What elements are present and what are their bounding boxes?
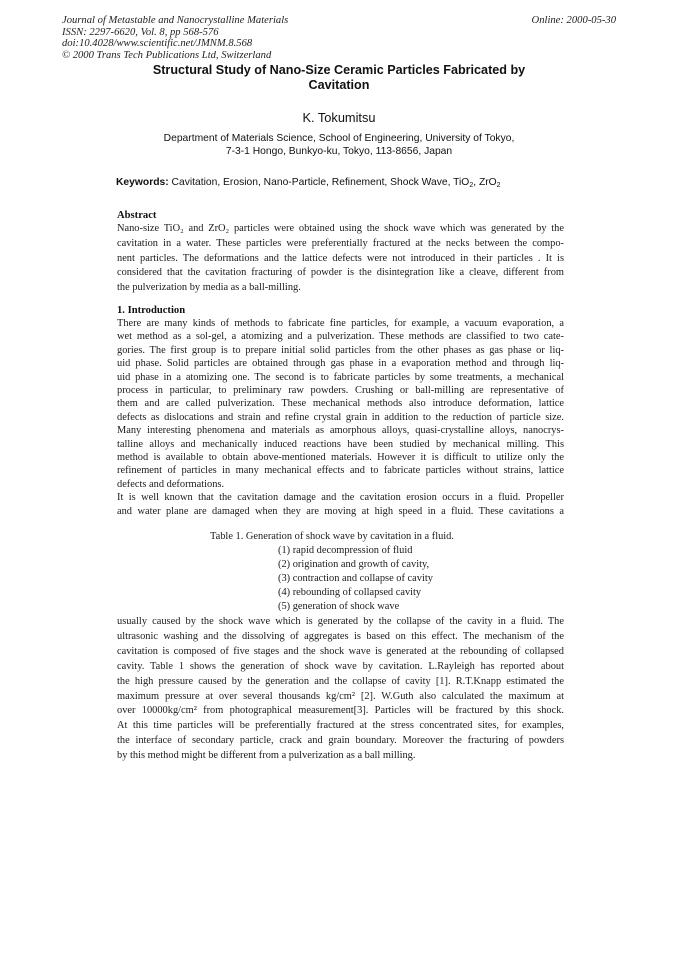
online-date: Online: 2000-05-30 (531, 15, 616, 26)
text-line: Many interesting phenomena and materials as amorphous alloys, quasi-crystalline alloys, nanocrys- (117, 425, 564, 437)
keywords-label: Keywords: (116, 177, 169, 188)
text-line: over 10000kg/cm² from photographical measurement[3]. Particles will be fractured by this shock. (117, 705, 564, 717)
text-line: At this time particles will be preferentially fractured at the stress concentrated sites, for examples, (117, 720, 564, 732)
text-line: the high pressure caused by the generation and the collapse of cavity [1]. R.T.Knapp estimated the (117, 675, 564, 687)
text-line: the pulverization by media as a ball-milling. (117, 282, 301, 294)
text-line: process in particular, to preliminary raw powders. Crushing or ball-milling are representative of (117, 385, 564, 396)
text-line: them and are called pulverization. These mechanical methods also introduce deformation, lattice (117, 398, 564, 410)
keywords-text: Cavitation, Erosion, Nano-Particle, Refinement, Shock Wave, TiO (171, 177, 470, 188)
text-line: cavitation in a water. These particles were preferentially fractured at the necks between the compo- (117, 237, 564, 249)
text-line: Nano-size TiO₂ and ZrO₂ particles were obtained using the shock wave which was generated by the (117, 223, 564, 234)
text-line: uid phase. Solid particles are obtained through gas phase in a evaporation method and through liq- (117, 358, 564, 370)
keywords (116, 177, 501, 188)
issn-line: ISSN: 2297-6620, Vol. 8, pp 568-576 (62, 26, 219, 38)
text-line: ultrasonic washing and the dissolving of aggregates is based on this effect. The mechanism of the (117, 630, 564, 642)
text-line: nent particles. The deformations and the lattice defects were not introduced in their particles . It is (117, 252, 564, 264)
text-line: method is available to obtain above-mentioned materials. However it is difficult to utilize only the (117, 452, 564, 463)
text-line: refinement of particles in many mechanical effects and to fabricate particles without strains, lattice (117, 465, 564, 477)
text-line: It is well known that the cavitation damage and the cavitation erosion occurs in a fluid. Propeller (117, 492, 564, 504)
table-1-caption: Table 1. Generation of shock wave by cavitation in a fluid. (210, 531, 454, 542)
copyright-line: © 2000 Trans Tech Publications Ltd, Switzerland (62, 49, 272, 61)
table-1-item: (2) origination and growth of cavity, (278, 559, 430, 570)
text-line: uid phase in a atomizing one. The second is to fabricate particles by some treatments, a mechanical (117, 371, 564, 383)
text-line: defects and deformations. (117, 478, 225, 490)
abstract-heading: Abstract (117, 210, 157, 221)
text-line: and water plane are damaged when they are moving at high speed in a fluid. These cavitations a (117, 505, 564, 517)
title-line-2: Cavitation (308, 77, 370, 92)
text-line: talline alloys and mechanically induced reactions have been studied by mechanical milling. This (117, 438, 564, 450)
text-line: maximum pressure at over several thousands kg/cm² [2]. W.Guth also calculated the maximum at (117, 690, 564, 702)
text-line: There are many kinds of methods to fabricate fine particles, for example, a vacuum evaporation, a (117, 318, 564, 329)
author-name: K. Tokumitsu (302, 110, 376, 125)
text-line: the interface of secondary particle, crack and grain boundary. Moreover the fracturing of powders (117, 735, 564, 747)
text-line: defects as dislocations and strain and refine crystal grain in addition to the reduction of particle size. (117, 411, 564, 423)
keywords-subscript-2: 2 (496, 182, 501, 189)
keywords-subscript-1: 2 (469, 182, 474, 189)
affiliation-line-2: 7-3-1 Hongo, Bunkyo-ku, Tokyo, 113-8656, Japan (225, 146, 453, 157)
paper-title (100, 63, 578, 92)
text-line: considered that the cavitation fracturing of powder is the disintegration like a cleave, different from (117, 267, 564, 279)
journal-metadata (62, 15, 288, 61)
title-line-1: Structural Study of Nano-Size Ceramic Particles Fabricated by (152, 63, 526, 77)
table-1-item: (5) generation of shock wave (278, 601, 400, 612)
table-1-item: (4) rebounding of collapsed cavity (278, 587, 422, 598)
text-line: cavitation is composed of five stages and the shock wave is generated at the rebounding of collapsed (117, 645, 564, 657)
affiliation-line-1: Department of Materials Science, School of Engineering, University of Tokyo, (163, 133, 515, 144)
text-line: cavity. Table 1 shows the generation of shock wave by cavitation. L.Rayleigh has reported about (117, 660, 564, 672)
table-1-item: (3) contraction and collapse of cavity (278, 573, 433, 584)
text-line: by this method might be different from a pulverization as a ball milling. (117, 750, 416, 762)
keywords-text-mid: , ZrO (473, 177, 497, 188)
introduction-heading: 1. Introduction (117, 305, 186, 316)
text-line: usually caused by the shock wave which is generated by the collapse of the cavity in a fluid. The (117, 616, 564, 627)
affiliation (100, 132, 578, 158)
text-line: wet method as a sol-gel, a atomizing and a pulverization. These methods are classified to two cate- (117, 331, 564, 343)
table-1-list (278, 544, 433, 614)
table-1-item: (1) rapid decompression of fluid (278, 545, 413, 556)
journal-name: Journal of Metastable and Nanocrystalline Materials (62, 15, 289, 26)
text-line: gories. The first group is to prepare initial solid particles from the other phases as gas phase or liq- (117, 344, 564, 356)
doi-line: doi:10.4028/www.scientific.net/JMNM.8.568 (62, 38, 253, 50)
